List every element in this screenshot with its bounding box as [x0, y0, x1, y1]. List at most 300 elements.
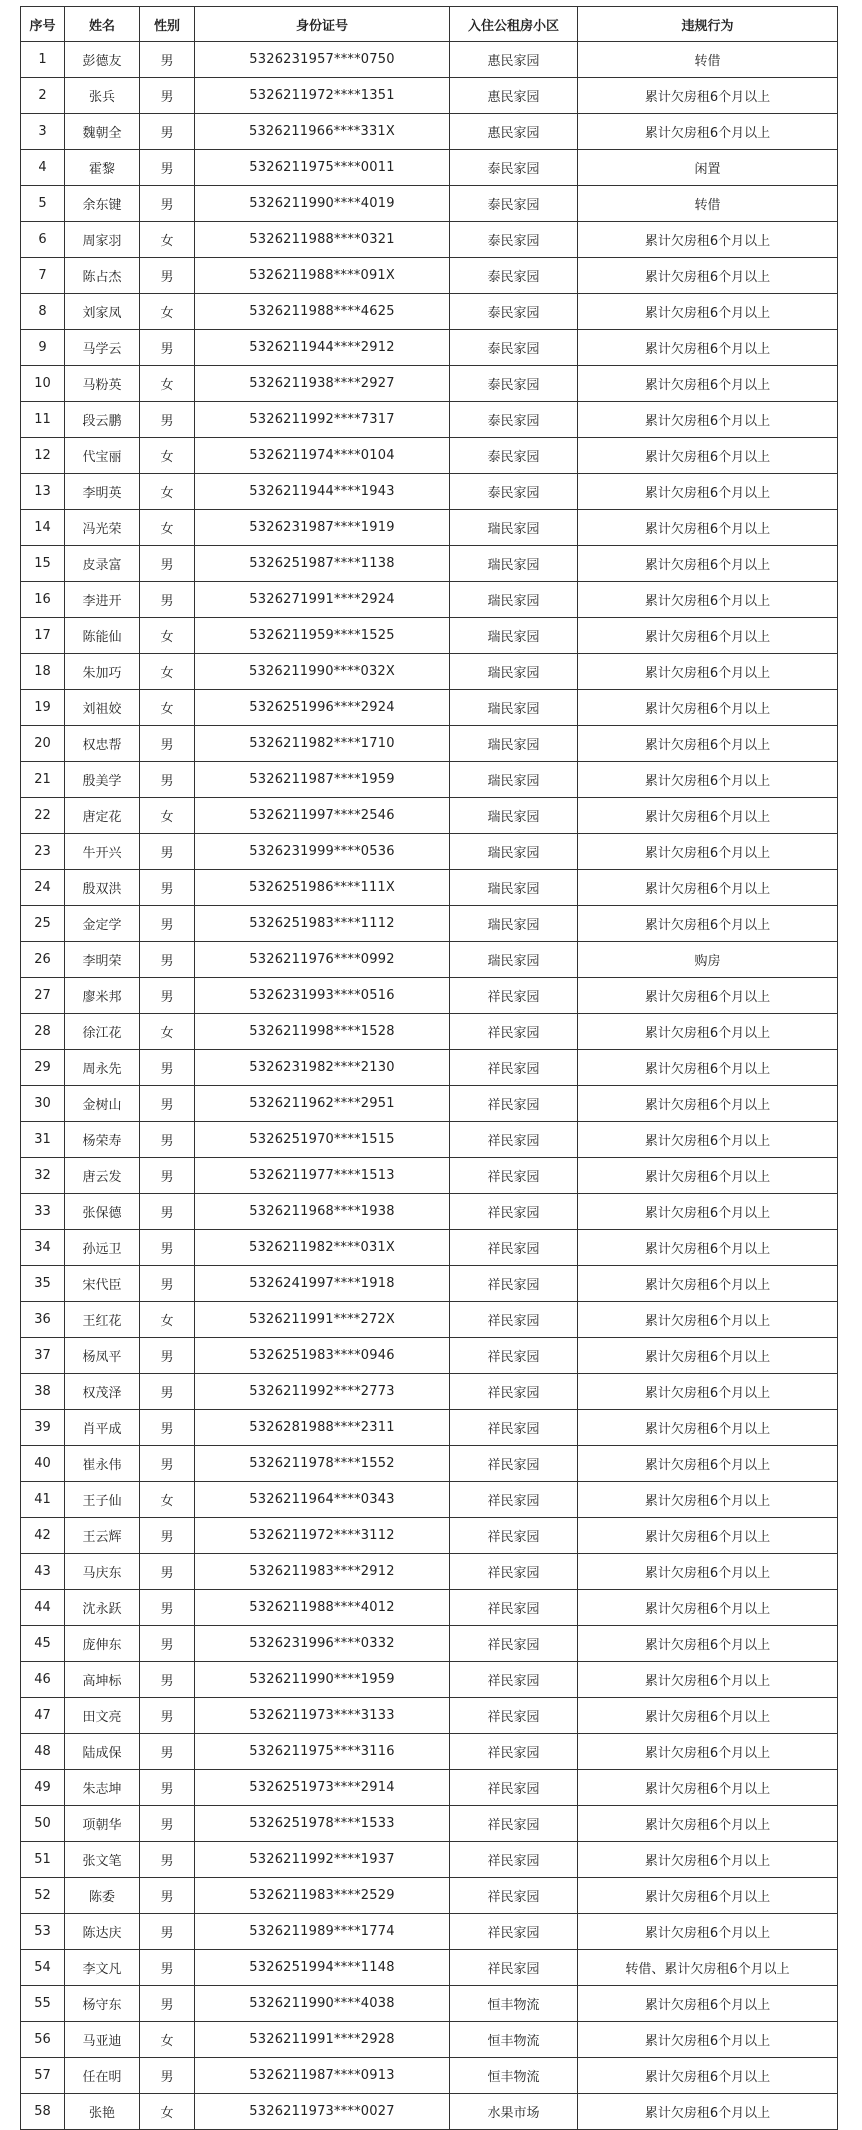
cell-id-number: 5326251996****2924	[195, 690, 450, 726]
cell-gender: 女	[140, 798, 195, 834]
cell-id-number: 5326211944****2912	[195, 330, 450, 366]
header-gender: 性别	[140, 7, 195, 42]
cell-seq: 54	[21, 1950, 65, 1986]
cell-community: 泰民家园	[450, 150, 578, 186]
cell-id-number: 5326281988****2311	[195, 1410, 450, 1446]
cell-gender: 男	[140, 1950, 195, 1986]
cell-violation: 累计欠房租6个月以上	[578, 690, 838, 726]
cell-community: 瑞民家园	[450, 870, 578, 906]
cell-name: 余东键	[65, 186, 140, 222]
cell-id-number: 5326251983****0946	[195, 1338, 450, 1374]
cell-id-number: 5326211983****2912	[195, 1554, 450, 1590]
cell-violation: 累计欠房租6个月以上	[578, 1662, 838, 1698]
cell-name: 殷美学	[65, 762, 140, 798]
cell-community: 祥民家园	[450, 1806, 578, 1842]
table-row	[21, 294, 838, 330]
cell-community: 瑞民家园	[450, 726, 578, 762]
cell-violation: 累计欠房租6个月以上	[578, 294, 838, 330]
cell-seq: 16	[21, 582, 65, 618]
cell-id-number: 5326211966****331X	[195, 114, 450, 150]
cell-id-number: 5326211973****3133	[195, 1698, 450, 1734]
cell-violation: 累计欠房租6个月以上	[578, 2022, 838, 2058]
cell-seq: 50	[21, 1806, 65, 1842]
cell-violation: 累计欠房租6个月以上	[578, 222, 838, 258]
cell-seq: 42	[21, 1518, 65, 1554]
cell-community: 瑞民家园	[450, 546, 578, 582]
cell-seq: 39	[21, 1410, 65, 1446]
cell-name: 马庆东	[65, 1554, 140, 1590]
cell-community: 祥民家园	[450, 1014, 578, 1050]
cell-violation: 累计欠房租6个月以上	[578, 1482, 838, 1518]
cell-gender: 女	[140, 222, 195, 258]
cell-community: 祥民家园	[450, 1914, 578, 1950]
cell-gender: 男	[140, 1878, 195, 1914]
cell-name: 廖米邦	[65, 978, 140, 1014]
cell-seq: 58	[21, 2094, 65, 2130]
table-row	[21, 654, 838, 690]
cell-name: 权茂泽	[65, 1374, 140, 1410]
cell-violation: 累计欠房租6个月以上	[578, 78, 838, 114]
cell-violation: 累计欠房租6个月以上	[578, 798, 838, 834]
cell-gender: 男	[140, 1806, 195, 1842]
cell-violation: 累计欠房租6个月以上	[578, 1806, 838, 1842]
cell-violation: 累计欠房租6个月以上	[578, 1518, 838, 1554]
cell-community: 祥民家园	[450, 1590, 578, 1626]
cell-gender: 女	[140, 1302, 195, 1338]
cell-id-number: 5326211987****1959	[195, 762, 450, 798]
cell-violation: 累计欠房租6个月以上	[578, 1086, 838, 1122]
cell-id-number: 5326211988****4625	[195, 294, 450, 330]
cell-violation: 累计欠房租6个月以上	[578, 1842, 838, 1878]
cell-seq: 21	[21, 762, 65, 798]
cell-name: 魏朝全	[65, 114, 140, 150]
table-header-row	[21, 7, 838, 42]
cell-seq: 37	[21, 1338, 65, 1374]
cell-name: 任在明	[65, 2058, 140, 2094]
table-row	[21, 978, 838, 1014]
cell-id-number: 5326211990****4019	[195, 186, 450, 222]
cell-id-number: 5326211990****032X	[195, 654, 450, 690]
cell-seq: 49	[21, 1770, 65, 1806]
cell-seq: 52	[21, 1878, 65, 1914]
cell-violation: 累计欠房租6个月以上	[578, 1338, 838, 1374]
cell-violation: 累计欠房租6个月以上	[578, 1734, 838, 1770]
cell-gender: 女	[140, 1014, 195, 1050]
cell-id-number: 5326211992****2773	[195, 1374, 450, 1410]
cell-name: 陈达庆	[65, 1914, 140, 1950]
cell-name: 段云鹏	[65, 402, 140, 438]
cell-gender: 男	[140, 1698, 195, 1734]
cell-id-number: 5326211992****1937	[195, 1842, 450, 1878]
cell-seq: 45	[21, 1626, 65, 1662]
cell-id-number: 5326211974****0104	[195, 438, 450, 474]
cell-id-number: 5326251973****2914	[195, 1770, 450, 1806]
cell-gender: 男	[140, 726, 195, 762]
cell-id-number: 5326251994****1148	[195, 1950, 450, 1986]
cell-gender: 男	[140, 1986, 195, 2022]
cell-seq: 2	[21, 78, 65, 114]
cell-seq: 30	[21, 1086, 65, 1122]
table-row	[21, 2022, 838, 2058]
table-row	[21, 1878, 838, 1914]
cell-gender: 男	[140, 1446, 195, 1482]
cell-community: 祥民家园	[450, 1230, 578, 1266]
cell-violation: 累计欠房租6个月以上	[578, 1878, 838, 1914]
cell-community: 瑞民家园	[450, 582, 578, 618]
cell-id-number: 5326211982****1710	[195, 726, 450, 762]
cell-seq: 1	[21, 42, 65, 78]
cell-seq: 12	[21, 438, 65, 474]
cell-violation: 累计欠房租6个月以上	[578, 726, 838, 762]
table-body	[21, 42, 838, 2130]
table-row	[21, 798, 838, 834]
cell-community: 祥民家园	[450, 1158, 578, 1194]
cell-community: 瑞民家园	[450, 654, 578, 690]
cell-seq: 24	[21, 870, 65, 906]
cell-gender: 男	[140, 2058, 195, 2094]
cell-id-number: 5326271991****2924	[195, 582, 450, 618]
cell-gender: 女	[140, 618, 195, 654]
cell-community: 祥民家园	[450, 1662, 578, 1698]
cell-id-number: 5326211978****1552	[195, 1446, 450, 1482]
header-name: 姓名	[65, 7, 140, 42]
cell-name: 杨守东	[65, 1986, 140, 2022]
cell-violation: 累计欠房租6个月以上	[578, 510, 838, 546]
cell-community: 祥民家园	[450, 1266, 578, 1302]
cell-name: 宋代臣	[65, 1266, 140, 1302]
cell-violation: 累计欠房租6个月以上	[578, 2094, 838, 2130]
cell-gender: 男	[140, 42, 195, 78]
cell-gender: 男	[140, 834, 195, 870]
table-row	[21, 1410, 838, 1446]
cell-gender: 男	[140, 1626, 195, 1662]
cell-gender: 女	[140, 510, 195, 546]
cell-name: 马学云	[65, 330, 140, 366]
cell-seq: 29	[21, 1050, 65, 1086]
table-row	[21, 1086, 838, 1122]
cell-gender: 男	[140, 1410, 195, 1446]
cell-violation: 闲置	[578, 150, 838, 186]
cell-violation: 购房	[578, 942, 838, 978]
cell-name: 陈占杰	[65, 258, 140, 294]
table-row	[21, 42, 838, 78]
table-row	[21, 1914, 838, 1950]
cell-id-number: 5326241997****1918	[195, 1266, 450, 1302]
cell-community: 祥民家园	[450, 1338, 578, 1374]
cell-seq: 55	[21, 1986, 65, 2022]
cell-community: 祥民家园	[450, 1446, 578, 1482]
cell-name: 徐江花	[65, 1014, 140, 1050]
cell-name: 唐云发	[65, 1158, 140, 1194]
cell-id-number: 5326211982****031X	[195, 1230, 450, 1266]
table-row	[21, 1734, 838, 1770]
cell-seq: 17	[21, 618, 65, 654]
cell-gender: 男	[140, 1770, 195, 1806]
cell-name: 朱加巧	[65, 654, 140, 690]
cell-name: 张兵	[65, 78, 140, 114]
table-row	[21, 1770, 838, 1806]
cell-community: 惠民家园	[450, 42, 578, 78]
cell-name: 杨凤平	[65, 1338, 140, 1374]
cell-gender: 男	[140, 906, 195, 942]
cell-seq: 36	[21, 1302, 65, 1338]
cell-violation: 累计欠房租6个月以上	[578, 402, 838, 438]
table-row	[21, 1122, 838, 1158]
cell-violation: 累计欠房租6个月以上	[578, 1554, 838, 1590]
cell-violation: 累计欠房租6个月以上	[578, 1014, 838, 1050]
cell-name: 沈永跃	[65, 1590, 140, 1626]
cell-id-number: 5326211989****1774	[195, 1914, 450, 1950]
cell-name: 田文亮	[65, 1698, 140, 1734]
cell-violation: 累计欠房租6个月以上	[578, 1698, 838, 1734]
table-row	[21, 510, 838, 546]
cell-community: 泰民家园	[450, 330, 578, 366]
cell-name: 王子仙	[65, 1482, 140, 1518]
cell-seq: 3	[21, 114, 65, 150]
cell-community: 祥民家园	[450, 1626, 578, 1662]
cell-gender: 女	[140, 294, 195, 330]
cell-community: 祥民家园	[450, 1410, 578, 1446]
cell-seq: 11	[21, 402, 65, 438]
cell-community: 泰民家园	[450, 402, 578, 438]
cell-gender: 男	[140, 1266, 195, 1302]
cell-name: 霍黎	[65, 150, 140, 186]
cell-name: 陆成保	[65, 1734, 140, 1770]
cell-gender: 女	[140, 1482, 195, 1518]
cell-name: 马粉英	[65, 366, 140, 402]
table-row	[21, 150, 838, 186]
cell-id-number: 5326211975****3116	[195, 1734, 450, 1770]
cell-seq: 44	[21, 1590, 65, 1626]
cell-id-number: 5326211998****1528	[195, 1014, 450, 1050]
cell-name: 崔永伟	[65, 1446, 140, 1482]
cell-id-number: 5326211973****0027	[195, 2094, 450, 2130]
cell-id-number: 5326211997****2546	[195, 798, 450, 834]
cell-community: 祥民家园	[450, 1698, 578, 1734]
cell-gender: 男	[140, 582, 195, 618]
cell-seq: 13	[21, 474, 65, 510]
table-row	[21, 1014, 838, 1050]
cell-name: 冯光荣	[65, 510, 140, 546]
cell-violation: 转借、累计欠房租6个月以上	[578, 1950, 838, 1986]
cell-violation: 累计欠房租6个月以上	[578, 1158, 838, 1194]
cell-violation: 累计欠房租6个月以上	[578, 474, 838, 510]
cell-community: 泰民家园	[450, 438, 578, 474]
cell-id-number: 5326211983****2529	[195, 1878, 450, 1914]
table-row	[21, 1842, 838, 1878]
cell-gender: 女	[140, 474, 195, 510]
cell-name: 李文凡	[65, 1950, 140, 1986]
cell-gender: 男	[140, 1086, 195, 1122]
cell-community: 泰民家园	[450, 474, 578, 510]
cell-violation: 累计欠房租6个月以上	[578, 1770, 838, 1806]
cell-id-number: 5326251978****1533	[195, 1806, 450, 1842]
header-violation: 违规行为	[578, 7, 838, 42]
cell-community: 祥民家园	[450, 1770, 578, 1806]
cell-violation: 累计欠房租6个月以上	[578, 978, 838, 1014]
cell-name: 张保德	[65, 1194, 140, 1230]
cell-violation: 累计欠房租6个月以上	[578, 438, 838, 474]
cell-seq: 38	[21, 1374, 65, 1410]
cell-seq: 51	[21, 1842, 65, 1878]
cell-id-number: 5326211976****0992	[195, 942, 450, 978]
cell-gender: 男	[140, 870, 195, 906]
cell-gender: 女	[140, 366, 195, 402]
cell-violation: 累计欠房租6个月以上	[578, 1626, 838, 1662]
cell-name: 高坤标	[65, 1662, 140, 1698]
table-row	[21, 1482, 838, 1518]
table-row	[21, 834, 838, 870]
cell-violation: 累计欠房租6个月以上	[578, 1302, 838, 1338]
table-row	[21, 1950, 838, 1986]
cell-seq: 15	[21, 546, 65, 582]
cell-seq: 48	[21, 1734, 65, 1770]
table-row	[21, 582, 838, 618]
header-seq: 序号	[21, 7, 65, 42]
cell-community: 泰民家园	[450, 366, 578, 402]
cell-id-number: 5326211968****1938	[195, 1194, 450, 1230]
cell-name: 刘祖姣	[65, 690, 140, 726]
cell-violation: 累计欠房租6个月以上	[578, 618, 838, 654]
cell-community: 瑞民家园	[450, 798, 578, 834]
table-row	[21, 438, 838, 474]
cell-seq: 41	[21, 1482, 65, 1518]
cell-community: 祥民家园	[450, 1734, 578, 1770]
cell-community: 泰民家园	[450, 258, 578, 294]
cell-id-number: 5326211991****2928	[195, 2022, 450, 2058]
cell-name: 金树山	[65, 1086, 140, 1122]
table-row	[21, 330, 838, 366]
cell-community: 恒丰物流	[450, 2058, 578, 2094]
table-row	[21, 1446, 838, 1482]
table-row	[21, 1626, 838, 1662]
cell-gender: 男	[140, 1842, 195, 1878]
cell-violation: 累计欠房租6个月以上	[578, 2058, 838, 2094]
cell-id-number: 5326251970****1515	[195, 1122, 450, 1158]
cell-community: 瑞民家园	[450, 942, 578, 978]
table-row	[21, 78, 838, 114]
cell-gender: 男	[140, 78, 195, 114]
cell-violation: 累计欠房租6个月以上	[578, 114, 838, 150]
cell-community: 瑞民家园	[450, 906, 578, 942]
cell-gender: 男	[140, 1518, 195, 1554]
table-row	[21, 690, 838, 726]
cell-name: 王红花	[65, 1302, 140, 1338]
cell-id-number: 5326211988****091X	[195, 258, 450, 294]
cell-community: 瑞民家园	[450, 834, 578, 870]
cell-violation: 累计欠房租6个月以上	[578, 654, 838, 690]
cell-gender: 男	[140, 150, 195, 186]
cell-gender: 男	[140, 1338, 195, 1374]
cell-violation: 累计欠房租6个月以上	[578, 582, 838, 618]
cell-violation: 累计欠房租6个月以上	[578, 1194, 838, 1230]
table-row	[21, 942, 838, 978]
table-row	[21, 906, 838, 942]
table-row	[21, 222, 838, 258]
cell-seq: 5	[21, 186, 65, 222]
cell-seq: 33	[21, 1194, 65, 1230]
table-row	[21, 186, 838, 222]
cell-id-number: 5326231996****0332	[195, 1626, 450, 1662]
cell-seq: 8	[21, 294, 65, 330]
cell-violation: 累计欠房租6个月以上	[578, 870, 838, 906]
cell-id-number: 5326251986****111X	[195, 870, 450, 906]
cell-community: 瑞民家园	[450, 762, 578, 798]
table-row	[21, 114, 838, 150]
cell-violation: 转借	[578, 42, 838, 78]
cell-seq: 20	[21, 726, 65, 762]
cell-name: 代宝丽	[65, 438, 140, 474]
cell-seq: 10	[21, 366, 65, 402]
cell-community: 泰民家园	[450, 294, 578, 330]
table-row	[21, 366, 838, 402]
cell-id-number: 5326211977****1513	[195, 1158, 450, 1194]
table-row	[21, 1554, 838, 1590]
cell-name: 朱志坤	[65, 1770, 140, 1806]
cell-community: 祥民家园	[450, 1122, 578, 1158]
cell-violation: 累计欠房租6个月以上	[578, 834, 838, 870]
cell-violation: 累计欠房租6个月以上	[578, 1050, 838, 1086]
cell-community: 祥民家园	[450, 1050, 578, 1086]
cell-seq: 31	[21, 1122, 65, 1158]
cell-id-number: 5326211987****0913	[195, 2058, 450, 2094]
cell-community: 祥民家园	[450, 1302, 578, 1338]
violation-table-sheet	[20, 6, 837, 2130]
cell-gender: 男	[140, 1554, 195, 1590]
cell-id-number: 5326211972****1351	[195, 78, 450, 114]
cell-community: 惠民家园	[450, 78, 578, 114]
cell-violation: 累计欠房租6个月以上	[578, 1230, 838, 1266]
cell-name: 项朝华	[65, 1806, 140, 1842]
cell-id-number: 5326211990****4038	[195, 1986, 450, 2022]
cell-community: 祥民家园	[450, 1482, 578, 1518]
cell-community: 泰民家园	[450, 222, 578, 258]
header-id-number: 身份证号	[195, 7, 450, 42]
cell-id-number: 5326211990****1959	[195, 1662, 450, 1698]
cell-gender: 男	[140, 546, 195, 582]
cell-name: 李明英	[65, 474, 140, 510]
cell-id-number: 5326211991****272X	[195, 1302, 450, 1338]
cell-seq: 26	[21, 942, 65, 978]
cell-seq: 4	[21, 150, 65, 186]
cell-seq: 18	[21, 654, 65, 690]
cell-community: 泰民家园	[450, 186, 578, 222]
cell-violation: 累计欠房租6个月以上	[578, 1374, 838, 1410]
cell-seq: 53	[21, 1914, 65, 1950]
cell-seq: 32	[21, 1158, 65, 1194]
cell-seq: 47	[21, 1698, 65, 1734]
cell-id-number: 5326211938****2927	[195, 366, 450, 402]
cell-name: 牛开兴	[65, 834, 140, 870]
cell-id-number: 5326251987****1138	[195, 546, 450, 582]
cell-violation: 累计欠房租6个月以上	[578, 258, 838, 294]
cell-gender: 男	[140, 942, 195, 978]
cell-gender: 女	[140, 438, 195, 474]
table-row	[21, 402, 838, 438]
cell-name: 周永先	[65, 1050, 140, 1086]
cell-violation: 累计欠房租6个月以上	[578, 1590, 838, 1626]
cell-gender: 男	[140, 1230, 195, 1266]
cell-id-number: 5326211988****4012	[195, 1590, 450, 1626]
cell-violation: 累计欠房租6个月以上	[578, 366, 838, 402]
table-row	[21, 1158, 838, 1194]
cell-name: 肖平成	[65, 1410, 140, 1446]
cell-violation: 累计欠房租6个月以上	[578, 1266, 838, 1302]
table-row	[21, 726, 838, 762]
cell-community: 祥民家园	[450, 1842, 578, 1878]
cell-seq: 28	[21, 1014, 65, 1050]
cell-name: 马亚迪	[65, 2022, 140, 2058]
